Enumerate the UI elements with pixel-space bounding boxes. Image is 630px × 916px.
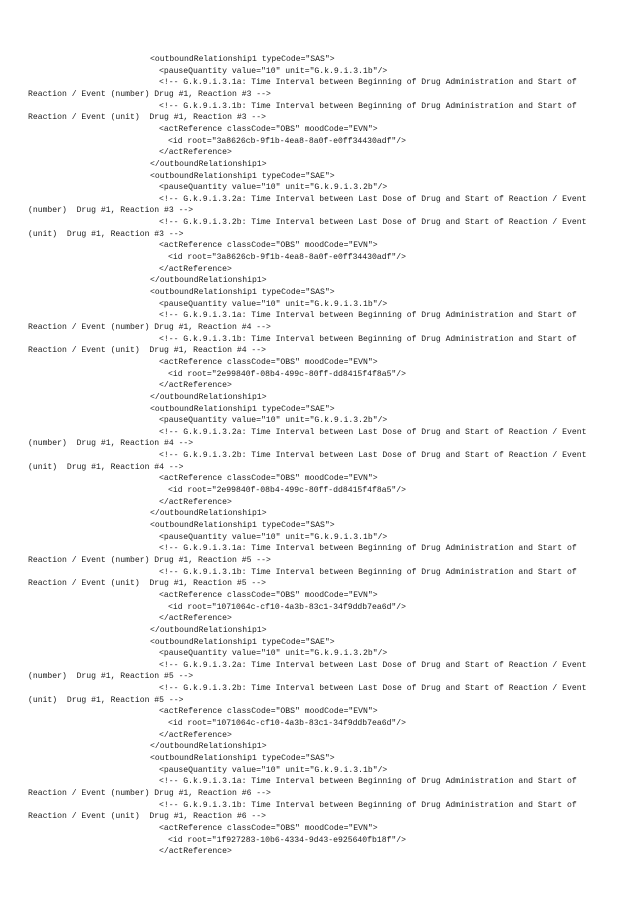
comment-line-continued: (unit) Drug #1, Reaction #5 --> — [28, 695, 184, 705]
id-root-tag: <id root="1f927283-10b6-4334-9d43-e925640fb18f"/> — [168, 835, 406, 845]
outbound-relationship-close-tag: </outboundRelationship1> — [150, 625, 267, 635]
comment-line-continued: Reaction / Event (number) Drug #1, Reaction #6 --> — [28, 788, 271, 798]
comment-line: <!-- G.k.9.i.3.1a: Time Interval between Beginning of Drug Administration and Start of — [159, 311, 577, 321]
comment-line: <!-- G.k.9.i.3.1b: Time Interval between Beginning of Drug Administration and Start of — [159, 101, 577, 111]
outbound-relationship-close-tag: </outboundRelationship1> — [150, 742, 267, 752]
outbound-relationship-close-tag: </outboundRelationship1> — [150, 392, 267, 402]
comment-line: <!-- G.k.9.i.3.2b: Time Interval between Last Dose of Drug and Start of Reaction / Event — [159, 684, 587, 694]
comment-line-continued: (number) Drug #1, Reaction #5 --> — [28, 672, 194, 682]
comment-line: <!-- G.k.9.i.3.2a: Time Interval between Last Dose of Drug and Start of Reaction / Event — [159, 660, 587, 670]
act-reference-open-tag: <actReference classCode="OBS" moodCode="EVN"> — [159, 124, 378, 134]
pause-quantity-tag: <pauseQuantity value="10" unit="G.k.9.i.3.1b"/> — [159, 66, 388, 76]
comment-line-continued: Reaction / Event (unit) Drug #1, Reaction #3 --> — [28, 113, 266, 123]
id-root-tag: <id root="2e99840f-08b4-499c-80ff-dd8415f4f8a5"/> — [168, 369, 406, 379]
comment-line-continued: Reaction / Event (unit) Drug #1, Reaction #5 --> — [28, 579, 266, 589]
comment-line-continued: (number) Drug #1, Reaction #3 --> — [28, 206, 194, 216]
act-reference-close-tag: </actReference> — [159, 264, 232, 274]
pause-quantity-tag: <pauseQuantity value="10" unit="G.k.9.i.3.1b"/> — [159, 765, 388, 775]
id-root-tag: <id root="3a8626cb-9f1b-4ea8-8a0f-e0ff34430adf"/> — [168, 136, 406, 146]
pause-quantity-tag: <pauseQuantity value="10" unit="G.k.9.i.3.2b"/> — [159, 649, 388, 659]
outbound-relationship-close-tag: </outboundRelationship1> — [150, 276, 267, 286]
act-reference-open-tag: <actReference classCode="OBS" moodCode="EVN"> — [159, 590, 378, 600]
act-reference-close-tag: </actReference> — [159, 148, 232, 158]
comment-line-continued: (number) Drug #1, Reaction #4 --> — [28, 439, 194, 449]
comment-line: <!-- G.k.9.i.3.2a: Time Interval between Last Dose of Drug and Start of Reaction / Event — [159, 427, 587, 437]
comment-line: <!-- G.k.9.i.3.1b: Time Interval between Beginning of Drug Administration and Start of — [159, 800, 577, 810]
comment-line-continued: Reaction / Event (unit) Drug #1, Reaction #6 --> — [28, 812, 266, 822]
pause-quantity-tag: <pauseQuantity value="10" unit="G.k.9.i.3.1b"/> — [159, 299, 388, 309]
comment-line-continued: Reaction / Event (unit) Drug #1, Reaction #4 --> — [28, 346, 266, 356]
comment-line-continued: Reaction / Event (number) Drug #1, Reaction #5 --> — [28, 555, 271, 565]
id-root-tag: <id root="1071064c-cf10-4a3b-83c1-34f9ddb7ea6d"/> — [168, 719, 406, 729]
outbound-relationship-open-tag: <outboundRelationship1 typeCode="SAS"> — [150, 754, 335, 763]
comment-line-continued: (unit) Drug #1, Reaction #4 --> — [28, 462, 184, 472]
comment-line-continued: (unit) Drug #1, Reaction #3 --> — [28, 229, 184, 239]
comment-line-continued: Reaction / Event (number) Drug #1, Reaction #4 --> — [28, 322, 271, 332]
comment-line: <!-- G.k.9.i.3.1a: Time Interval between Beginning of Drug Administration and Start of — [159, 78, 577, 88]
comment-line: <!-- G.k.9.i.3.2b: Time Interval between Last Dose of Drug and Start of Reaction / Event — [159, 218, 587, 228]
outbound-relationship-open-tag: <outboundRelationship1 typeCode="SAE"> — [150, 404, 335, 414]
comment-line: <!-- G.k.9.i.3.1b: Time Interval between Beginning of Drug Administration and Start of — [159, 334, 577, 344]
pause-quantity-tag: <pauseQuantity value="10" unit="G.k.9.i.3.2b"/> — [159, 416, 388, 426]
comment-line: <!-- G.k.9.i.3.1a: Time Interval between Beginning of Drug Administration and Start of — [159, 544, 577, 554]
act-reference-open-tag: <actReference classCode="OBS" moodCode="EVN"> — [159, 241, 378, 251]
outbound-relationship-close-tag: </outboundRelationship1> — [150, 509, 267, 519]
act-reference-close-tag: </actReference> — [159, 497, 232, 507]
act-reference-open-tag: <actReference classCode="OBS" moodCode="EVN"> — [159, 707, 378, 717]
id-root-tag: <id root="2e99840f-08b4-499c-80ff-dd8415f4f8a5"/> — [168, 486, 406, 496]
act-reference-open-tag: <actReference classCode="OBS" moodCode="EVN"> — [159, 474, 378, 484]
act-reference-close-tag: </actReference> — [159, 730, 232, 740]
outbound-relationship-open-tag: <outboundRelationship1 typeCode="SAE"> — [150, 637, 335, 647]
outbound-relationship-open-tag: <outboundRelationship1 typeCode="SAE"> — [150, 171, 335, 181]
comment-line: <!-- G.k.9.i.3.1b: Time Interval between Beginning of Drug Administration and Start of — [159, 567, 577, 577]
act-reference-close-tag: </actReference> — [159, 847, 232, 857]
outbound-relationship-open-tag: <outboundRelationship1 typeCode="SAS"> — [150, 288, 335, 297]
comment-line: <!-- G.k.9.i.3.2b: Time Interval between Last Dose of Drug and Start of Reaction / Event — [159, 451, 587, 461]
id-root-tag: <id root="1071064c-cf10-4a3b-83c1-34f9ddb7ea6d"/> — [168, 602, 406, 612]
pause-quantity-tag: <pauseQuantity value="10" unit="G.k.9.i.3.2b"/> — [159, 183, 388, 193]
act-reference-close-tag: </actReference> — [159, 614, 232, 624]
id-root-tag: <id root="3a8626cb-9f1b-4ea8-8a0f-e0ff34430adf"/> — [168, 253, 406, 263]
comment-line-continued: Reaction / Event (number) Drug #1, Reaction #3 --> — [28, 89, 271, 99]
pause-quantity-tag: <pauseQuantity value="10" unit="G.k.9.i.3.1b"/> — [159, 532, 388, 542]
act-reference-close-tag: </actReference> — [159, 381, 232, 391]
act-reference-open-tag: <actReference classCode="OBS" moodCode="EVN"> — [159, 823, 378, 833]
comment-line: <!-- G.k.9.i.3.1a: Time Interval between Beginning of Drug Administration and Start of — [159, 777, 577, 787]
outbound-relationship-open-tag: <outboundRelationship1 typeCode="SAS"> — [150, 521, 335, 530]
comment-line: <!-- G.k.9.i.3.2a: Time Interval between Last Dose of Drug and Start of Reaction / Event — [159, 194, 587, 204]
act-reference-open-tag: <actReference classCode="OBS" moodCode="EVN"> — [159, 357, 378, 367]
outbound-relationship-open-tag: <outboundRelationship1 typeCode="SAS"> — [150, 55, 335, 64]
outbound-relationship-close-tag: </outboundRelationship1> — [150, 159, 267, 169]
